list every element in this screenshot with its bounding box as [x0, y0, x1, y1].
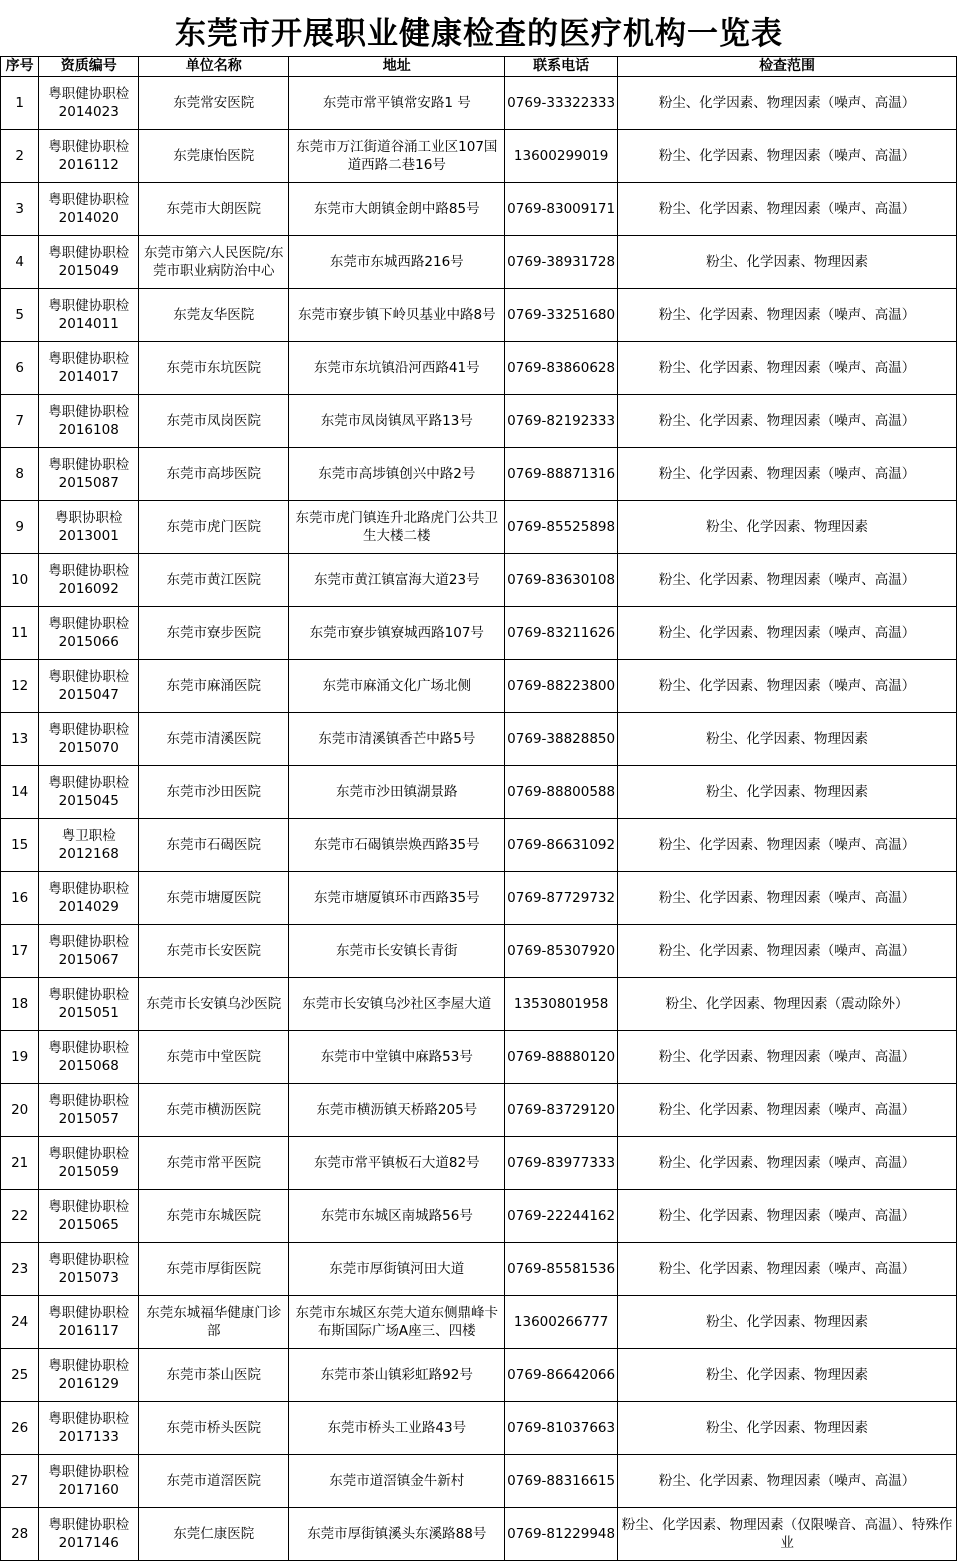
table-row [1, 501, 957, 554]
cell-address: 东莞市寮步镇下岭贝基业中路8号 [289, 289, 505, 342]
cell-name: 东莞市虎门医院 [139, 501, 289, 554]
cell-cert: 粤职健协职检 2017133 [39, 1402, 139, 1455]
cell-index: 1 [1, 77, 39, 130]
cell-index: 3 [1, 183, 39, 236]
cell-phone: 0769-83630108 [505, 554, 618, 607]
cell-name: 东莞市道滘医院 [139, 1455, 289, 1508]
cell-cert: 粤职健协职检 2016117 [39, 1296, 139, 1349]
table-row [1, 183, 957, 236]
cell-scope: 粉尘、化学因素、物理因素（噪声、高温） [618, 1084, 957, 1137]
cell-phone: 0769-82192333 [505, 395, 618, 448]
cell-index: 17 [1, 925, 39, 978]
table-row [1, 819, 957, 872]
table-row [1, 77, 957, 130]
cell-name: 东莞市横沥医院 [139, 1084, 289, 1137]
cell-scope: 粉尘、化学因素、物理因素（噪声、高温） [618, 1031, 957, 1084]
cell-index: 18 [1, 978, 39, 1031]
cell-cert: 粤职健协职检 2017146 [39, 1508, 139, 1561]
cell-address: 东莞市凤岗镇凤平路13号 [289, 395, 505, 448]
cell-address: 东莞市东城区东莞大道东侧鼎峰卡布斯国际广场A座三、四楼 [289, 1296, 505, 1349]
cell-address: 东莞市石碣镇崇焕西路35号 [289, 819, 505, 872]
cell-name: 东莞常安医院 [139, 77, 289, 130]
cell-scope: 粉尘、化学因素、物理因素（噪声、高温） [618, 660, 957, 713]
table-row [1, 1349, 957, 1402]
cell-name: 东莞康怡医院 [139, 130, 289, 183]
cell-phone: 0769-88223800 [505, 660, 618, 713]
cell-scope: 粉尘、化学因素、物理因素（噪声、高温） [618, 1137, 957, 1190]
cell-phone: 0769-85525898 [505, 501, 618, 554]
cell-index: 9 [1, 501, 39, 554]
cell-scope: 粉尘、化学因素、物理因素（噪声、高温） [618, 554, 957, 607]
cell-cert: 粤职健协职检 2015070 [39, 713, 139, 766]
cell-index: 26 [1, 1402, 39, 1455]
cell-cert: 粤职健协职检 2015047 [39, 660, 139, 713]
cell-phone: 0769-81037663 [505, 1402, 618, 1455]
cell-cert: 粤职健协职检 2015059 [39, 1137, 139, 1190]
table-row [1, 554, 957, 607]
cell-address: 东莞市万江街道谷涌工业区107国道西路二巷16号 [289, 130, 505, 183]
cell-cert: 粤职健协职检 2015049 [39, 236, 139, 289]
table-header-row [1, 57, 957, 77]
cell-cert: 粤职健协职检 2015066 [39, 607, 139, 660]
cell-index: 20 [1, 1084, 39, 1137]
cell-cert: 粤职健协职检 2016108 [39, 395, 139, 448]
cell-index: 28 [1, 1508, 39, 1561]
table-row [1, 342, 957, 395]
table-row [1, 607, 957, 660]
cell-address: 东莞市沙田镇湖景路 [289, 766, 505, 819]
cell-address: 东莞市黄江镇富海大道23号 [289, 554, 505, 607]
cell-address: 东莞市茶山镇彩虹路92号 [289, 1349, 505, 1402]
cell-index: 19 [1, 1031, 39, 1084]
cell-index: 23 [1, 1243, 39, 1296]
header-scope: 检查范围 [618, 57, 957, 77]
cell-cert: 粤职健协职检 2015068 [39, 1031, 139, 1084]
institution-table [0, 56, 957, 1561]
cell-address: 东莞市塘厦镇环市西路35号 [289, 872, 505, 925]
cell-phone: 0769-88316615 [505, 1455, 618, 1508]
header-name: 单位名称 [139, 57, 289, 77]
cell-index: 6 [1, 342, 39, 395]
cell-scope: 粉尘、化学因素、物理因素（噪声、高温） [618, 872, 957, 925]
cell-index: 21 [1, 1137, 39, 1190]
cell-scope: 粉尘、化学因素、物理因素（震动除外） [618, 978, 957, 1031]
cell-phone: 0769-83009171 [505, 183, 618, 236]
cell-name: 东莞市塘厦医院 [139, 872, 289, 925]
table-row [1, 1084, 957, 1137]
cell-address: 东莞市寮步镇寮城西路107号 [289, 607, 505, 660]
cell-address: 东莞市东城西路216号 [289, 236, 505, 289]
cell-address: 东莞市清溪镇香芒中路5号 [289, 713, 505, 766]
cell-cert: 粤职健协职检 2016112 [39, 130, 139, 183]
cell-index: 13 [1, 713, 39, 766]
cell-phone: 0769-83211626 [505, 607, 618, 660]
cell-scope: 粉尘、化学因素、物理因素（仅限噪音、高温）、特殊作业 [618, 1508, 957, 1561]
cell-phone: 0769-86631092 [505, 819, 618, 872]
cell-scope: 粉尘、化学因素、物理因素（噪声、高温） [618, 77, 957, 130]
cell-cert: 粤职健协职检 2014020 [39, 183, 139, 236]
cell-scope: 粉尘、化学因素、物理因素（噪声、高温） [618, 448, 957, 501]
table-row [1, 925, 957, 978]
cell-cert: 粤职健协职检 2015067 [39, 925, 139, 978]
cell-scope: 粉尘、化学因素、物理因素 [618, 766, 957, 819]
cell-scope: 粉尘、化学因素、物理因素 [618, 1296, 957, 1349]
cell-address: 东莞市麻涌文化广场北侧 [289, 660, 505, 713]
cell-name: 东莞市寮步医院 [139, 607, 289, 660]
table-row [1, 766, 957, 819]
header-cert: 资质编号 [39, 57, 139, 77]
cell-scope: 粉尘、化学因素、物理因素（噪声、高温） [618, 130, 957, 183]
cell-name: 东莞市麻涌医院 [139, 660, 289, 713]
table-row [1, 1137, 957, 1190]
table-row [1, 978, 957, 1031]
cell-phone: 0769-88880120 [505, 1031, 618, 1084]
cell-scope: 粉尘、化学因素、物理因素（噪声、高温） [618, 1455, 957, 1508]
cell-index: 25 [1, 1349, 39, 1402]
cell-cert: 粤职健协职检 2014017 [39, 342, 139, 395]
cell-scope: 粉尘、化学因素、物理因素 [618, 1349, 957, 1402]
cell-cert: 粤职健协职检 2014011 [39, 289, 139, 342]
cell-index: 15 [1, 819, 39, 872]
cell-index: 7 [1, 395, 39, 448]
cell-address: 东莞市常平镇板石大道82号 [289, 1137, 505, 1190]
table-row [1, 1190, 957, 1243]
cell-name: 东莞市高埗医院 [139, 448, 289, 501]
cell-index: 27 [1, 1455, 39, 1508]
cell-scope: 粉尘、化学因素、物理因素 [618, 501, 957, 554]
cell-scope: 粉尘、化学因素、物理因素（噪声、高温） [618, 819, 957, 872]
cell-cert: 粤职健协职检 2015073 [39, 1243, 139, 1296]
cell-cert: 粤职健协职检 2014023 [39, 77, 139, 130]
cell-phone: 0769-88800588 [505, 766, 618, 819]
cell-cert: 粤职健协职检 2015051 [39, 978, 139, 1031]
table-row [1, 1243, 957, 1296]
table-row [1, 448, 957, 501]
cell-cert: 粤职健协职检 2015087 [39, 448, 139, 501]
cell-phone: 0769-86642066 [505, 1349, 618, 1402]
cell-phone: 0769-81229948 [505, 1508, 618, 1561]
cell-phone: 0769-33322333 [505, 77, 618, 130]
cell-phone: 0769-38931728 [505, 236, 618, 289]
cell-name: 东莞市东城医院 [139, 1190, 289, 1243]
table-row [1, 1031, 957, 1084]
table-row [1, 236, 957, 289]
cell-scope: 粉尘、化学因素、物理因素（噪声、高温） [618, 925, 957, 978]
cell-scope: 粉尘、化学因素、物理因素（噪声、高温） [618, 607, 957, 660]
cell-index: 14 [1, 766, 39, 819]
cell-phone: 0769-83977333 [505, 1137, 618, 1190]
cell-cert: 粤职健协职检 2015045 [39, 766, 139, 819]
table-row [1, 130, 957, 183]
table-row [1, 1402, 957, 1455]
cell-scope: 粉尘、化学因素、物理因素（噪声、高温） [618, 289, 957, 342]
cell-index: 24 [1, 1296, 39, 1349]
cell-cert: 粤职健协职检 2017160 [39, 1455, 139, 1508]
cell-scope: 粉尘、化学因素、物理因素（噪声、高温） [618, 342, 957, 395]
cell-name: 东莞市桥头医院 [139, 1402, 289, 1455]
cell-cert: 粤卫职检 2012168 [39, 819, 139, 872]
cell-phone: 13600299019 [505, 130, 618, 183]
table-row [1, 395, 957, 448]
cell-phone: 0769-87729732 [505, 872, 618, 925]
cell-scope: 粉尘、化学因素、物理因素 [618, 1402, 957, 1455]
cell-address: 东莞市长安镇乌沙社区李屋大道 [289, 978, 505, 1031]
header-phone: 联系电话 [505, 57, 618, 77]
header-index: 序号 [1, 57, 39, 77]
cell-phone: 0769-85307920 [505, 925, 618, 978]
cell-index: 5 [1, 289, 39, 342]
cell-name: 东莞市黄江医院 [139, 554, 289, 607]
cell-name: 东莞市凤岗医院 [139, 395, 289, 448]
cell-name: 东莞友华医院 [139, 289, 289, 342]
table-row [1, 1296, 957, 1349]
cell-phone: 0769-88871316 [505, 448, 618, 501]
cell-address: 东莞市中堂镇中麻路53号 [289, 1031, 505, 1084]
cell-phone: 0769-33251680 [505, 289, 618, 342]
table-row [1, 872, 957, 925]
cell-address: 东莞市桥头工业路43号 [289, 1402, 505, 1455]
cell-scope: 粉尘、化学因素、物理因素（噪声、高温） [618, 1243, 957, 1296]
cell-scope: 粉尘、化学因素、物理因素 [618, 236, 957, 289]
cell-name: 东莞东城福华健康门诊部 [139, 1296, 289, 1349]
cell-name: 东莞市第六人民医院/东莞市职业病防治中心 [139, 236, 289, 289]
cell-name: 东莞市石碣医院 [139, 819, 289, 872]
cell-address: 东莞市高埗镇创兴中路2号 [289, 448, 505, 501]
cell-scope: 粉尘、化学因素、物理因素（噪声、高温） [618, 395, 957, 448]
cell-name: 东莞市厚街医院 [139, 1243, 289, 1296]
table-row [1, 289, 957, 342]
cell-index: 22 [1, 1190, 39, 1243]
cell-index: 11 [1, 607, 39, 660]
cell-address: 东莞市常平镇常安路1 号 [289, 77, 505, 130]
cell-name: 东莞市长安镇乌沙医院 [139, 978, 289, 1031]
cell-name: 东莞市东坑医院 [139, 342, 289, 395]
cell-name: 东莞仁康医院 [139, 1508, 289, 1561]
table-row [1, 713, 957, 766]
cell-phone: 13530801958 [505, 978, 618, 1031]
table-row [1, 660, 957, 713]
cell-phone: 0769-83860628 [505, 342, 618, 395]
page-title: 东莞市开展职业健康检查的医疗机构一览表 [175, 16, 783, 52]
cell-phone: 13600266777 [505, 1296, 618, 1349]
cell-phone: 0769-22244162 [505, 1190, 618, 1243]
cell-address: 东莞市东坑镇沿河西路41号 [289, 342, 505, 395]
table-row [1, 1508, 957, 1561]
cell-phone: 0769-85581536 [505, 1243, 618, 1296]
cell-name: 东莞市沙田医院 [139, 766, 289, 819]
cell-cert: 粤职健协职检 2014029 [39, 872, 139, 925]
cell-address: 东莞市长安镇长青街 [289, 925, 505, 978]
cell-name: 东莞市中堂医院 [139, 1031, 289, 1084]
cell-address: 东莞市大朗镇金朗中路85号 [289, 183, 505, 236]
cell-scope: 粉尘、化学因素、物理因素（噪声、高温） [618, 1190, 957, 1243]
cell-name: 东莞市茶山医院 [139, 1349, 289, 1402]
cell-address: 东莞市道滘镇金牛新村 [289, 1455, 505, 1508]
cell-index: 16 [1, 872, 39, 925]
cell-address: 东莞市东城区南城路56号 [289, 1190, 505, 1243]
cell-cert: 粤职健协职检 2016092 [39, 554, 139, 607]
cell-scope: 粉尘、化学因素、物理因素 [618, 713, 957, 766]
table-row [1, 1455, 957, 1508]
cell-address: 东莞市厚街镇溪头东溪路88号 [289, 1508, 505, 1561]
cell-phone: 0769-83729120 [505, 1084, 618, 1137]
cell-cert: 粤职健协职检 2015057 [39, 1084, 139, 1137]
header-address: 地址 [289, 57, 505, 77]
cell-name: 东莞市清溪医院 [139, 713, 289, 766]
cell-index: 12 [1, 660, 39, 713]
cell-name: 东莞市长安医院 [139, 925, 289, 978]
cell-cert: 粤职健协职检 2015065 [39, 1190, 139, 1243]
cell-cert: 粤职协职检 2013001 [39, 501, 139, 554]
cell-index: 2 [1, 130, 39, 183]
cell-index: 10 [1, 554, 39, 607]
cell-address: 东莞市厚街镇河田大道 [289, 1243, 505, 1296]
cell-address: 东莞市横沥镇天桥路205号 [289, 1084, 505, 1137]
cell-cert: 粤职健协职检 2016129 [39, 1349, 139, 1402]
cell-index: 8 [1, 448, 39, 501]
cell-index: 4 [1, 236, 39, 289]
cell-name: 东莞市大朗医院 [139, 183, 289, 236]
cell-scope: 粉尘、化学因素、物理因素（噪声、高温） [618, 183, 957, 236]
cell-phone: 0769-38828850 [505, 713, 618, 766]
cell-name: 东莞市常平医院 [139, 1137, 289, 1190]
table-body [1, 77, 957, 1561]
cell-address: 东莞市虎门镇连升北路虎门公共卫生大楼二楼 [289, 501, 505, 554]
